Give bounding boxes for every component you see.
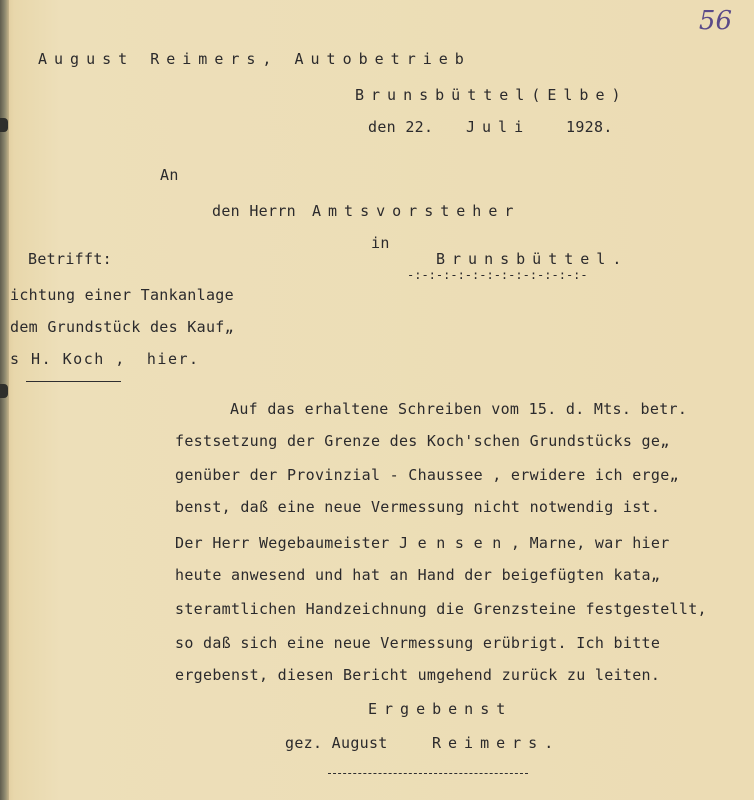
date-year: 1928. [566,118,613,136]
page-number: 56 [698,6,732,36]
body-line: steramtlichen Handzeichnung die Grenzsteine festgestellt, [175,600,707,618]
subject-line-1: ichtung einer Tankanlage [10,286,234,304]
body-line: ergebenst, diesen Bericht umgehend zurück zu leiten. [175,666,661,684]
punch-hole [0,384,8,398]
body-line: Der Herr Wegebaumeister J e n s e n , Marne, war hier [175,534,670,552]
body-line: genüber der Provinzial - Chaussee , erwidere ich erge„ [175,466,679,484]
subject-label: Betrifft: [28,250,112,268]
city-underline: -:-:-:-:-:-:-:-:-:-:-:-:- [407,268,588,282]
signature-prefix: gez. August [285,734,388,752]
body-line: so daß sich eine neue Vermessung erübrigt. Ich bitte [175,634,661,652]
sender-line: August Reimers, Autobetrieb [38,50,471,68]
place-line: Brunsbüttel(Elbe) [355,86,628,104]
recipient-an: An [160,166,179,184]
recipient-city: Brunsbüttel. [436,250,629,268]
body-line: Auf das erhaltene Schreiben vom 15. d. Mts. betr. [230,400,688,418]
date-prefix: den 22. [368,118,434,136]
body-line: festsetzung der Grenze des Koch'schen Grundstücks ge„ [175,432,670,450]
recipient-title: Amtsvorsteher [312,202,521,220]
closing-greeting: Ergebenst [368,700,513,718]
signature-rule [328,773,528,774]
recipient-prefix: den Herrn [212,202,296,220]
subject-rule [26,381,121,382]
recipient-in: in [371,234,390,252]
subject-line-3: s H. Koch , hier. [10,350,200,368]
body-line: heute anwesend und hat an Hand der beigefügten kata„ [175,566,661,584]
punch-hole [0,118,8,132]
date-month: Juli [466,118,531,136]
signature-name: Reimers. [432,734,561,752]
subject-line-2: dem Grundstück des Kauf„ [10,318,234,336]
body-line: benst, daß eine neue Vermessung nicht notwendig ist. [175,498,661,516]
